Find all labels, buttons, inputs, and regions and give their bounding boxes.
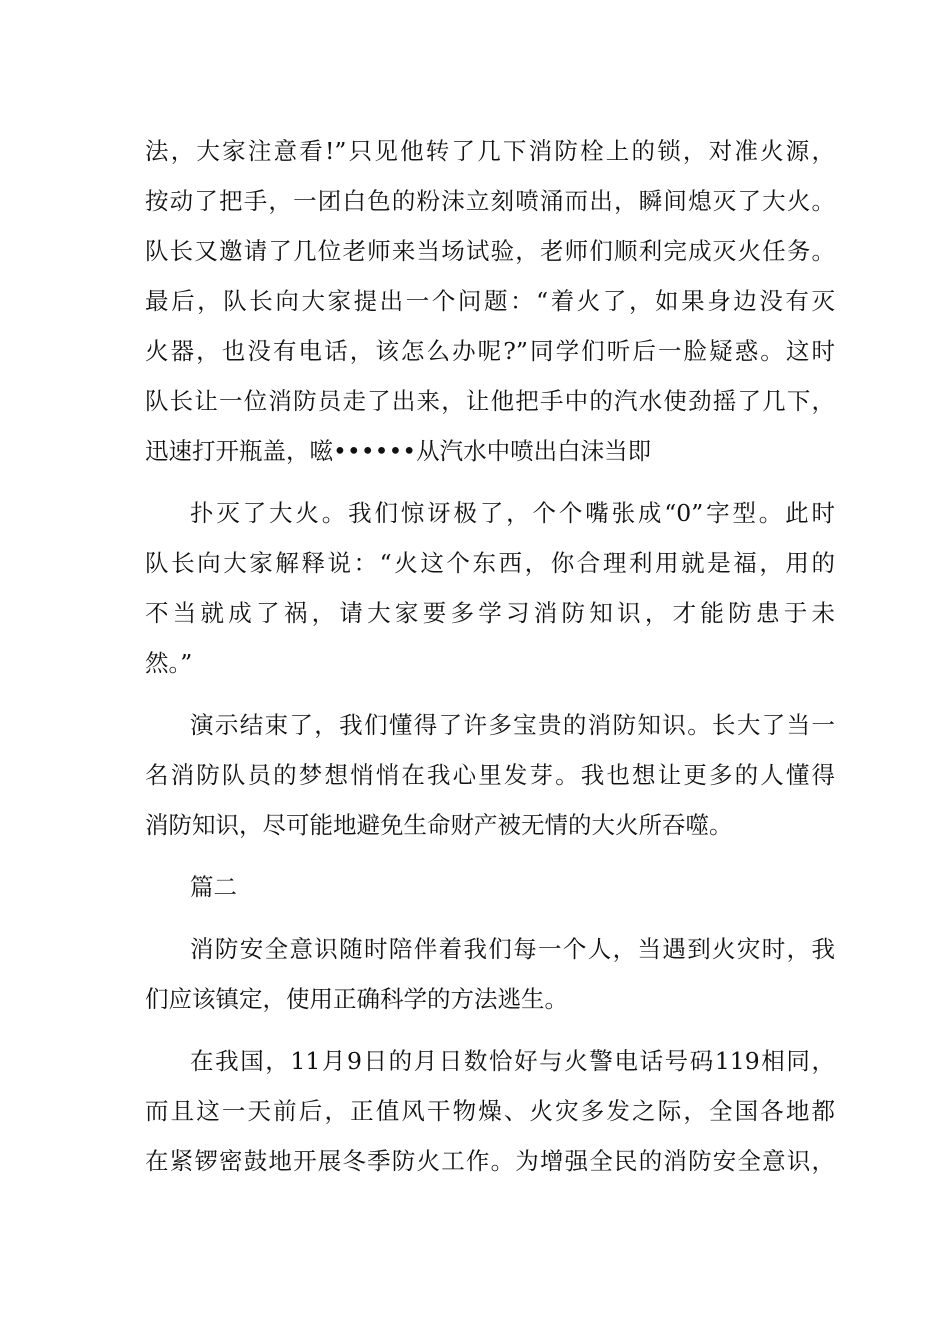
paragraph-1-line-4: 最后，队长向大家提出一个问题：“着火了，如果身边没有灭 (145, 287, 835, 315)
paragraph-4-line-1: 消防安全意识随时陪伴着我们每一个人，当遇到火灾时，我 (190, 935, 835, 963)
paragraph-3-line-3: 消防知识，尽可能地避免生命财产被无情的大火所吞噬。 (145, 811, 733, 839)
paragraph-5-line-2: 而且这一天前后，正值风干物燥、火灾多发之际，全国各地都 (145, 1097, 835, 1125)
paragraph-5-line-1: 在我国，11月9日的月日数恰好与火警电话号码119相同， (190, 1047, 835, 1075)
paragraph-2-line-3: 不当就成了祸，请大家要多学习消防知识，才能防患于未 (145, 599, 835, 627)
paragraph-2-line-4: 然。” (145, 649, 193, 677)
paragraph-4-line-2: 们应该镇定，使用正确科学的方法逃生。 (145, 985, 568, 1013)
paragraph-3-line-2: 名消防队员的梦想悄悄在我心里发芽。我也想让更多的人懂得 (145, 761, 835, 789)
paragraph-1-line-3: 队长又邀请了几位老师来当场试验，老师们顺利完成灭火任务。 (145, 237, 835, 265)
paragraph-1-line-2: 按动了把手，一团白色的粉沫立刻喷涌而出，瞬间熄灭了大火。 (145, 187, 835, 215)
paragraph-1-line-6: 队长让一位消防员走了出来，让他把手中的汽水使劲摇了几下， (145, 387, 835, 415)
section-heading: 篇二 (190, 873, 237, 901)
paragraph-2-line-2: 队长向大家解释说：“火这个东西，你合理利用就是福，用的 (145, 549, 835, 577)
paragraph-5-line-3: 在紧锣密鼓地开展冬季防火工作。为增强全民的消防安全意识， (145, 1147, 835, 1175)
paragraph-1-line-7: 迅速打开瓶盖，嗞••••••从汽水中喷出白沫当即 (145, 437, 652, 465)
paragraph-2-line-1: 扑灭了大火。我们惊讶极了，个个嘴张成“0”字型。此时 (190, 499, 835, 527)
paragraph-3-line-1: 演示结束了，我们懂得了许多宝贵的消防知识。长大了当一 (190, 711, 835, 739)
paragraph-1-line-1: 法，大家注意看!”只见他转了几下消防栓上的锁，对准火源， (145, 137, 835, 165)
paragraph-1-line-5: 火器，也没有电话，该怎么办呢?”同学们听后一脸疑惑。这时 (145, 337, 835, 365)
